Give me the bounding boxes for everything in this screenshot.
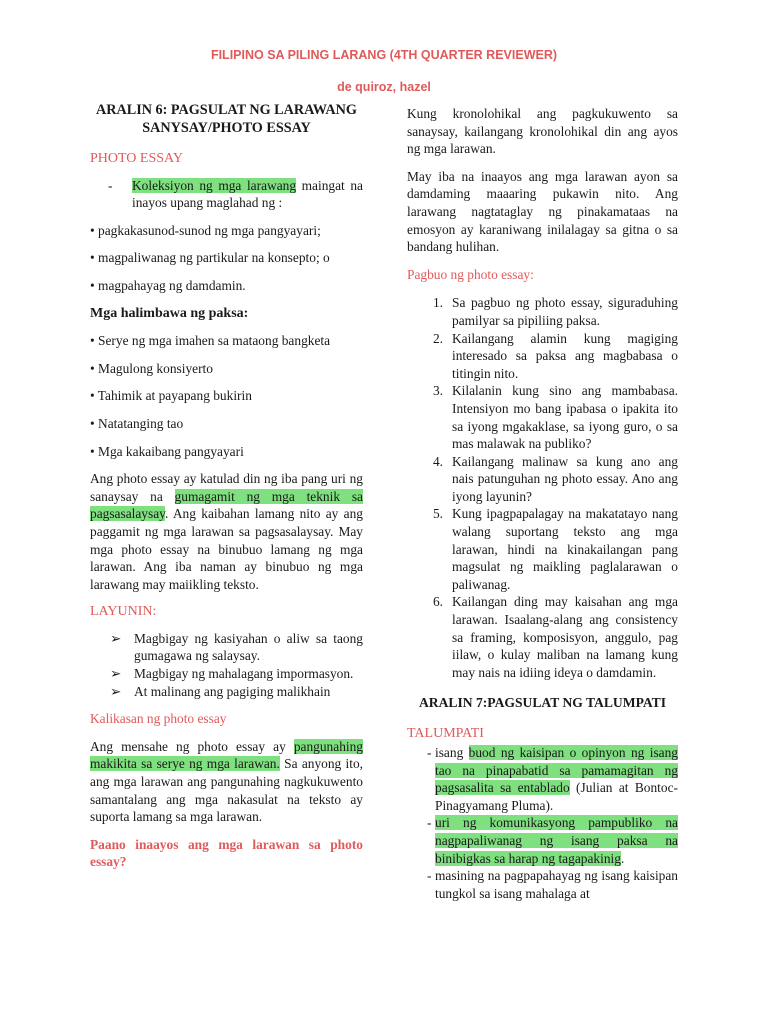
document-title: FILIPINO SA PILING LARANG (4TH QUARTER REVIEWER) [210, 48, 558, 62]
definition-rest: maingat na inayos upang maglahad ng : [132, 177, 364, 211]
layunin-item [90, 630, 363, 665]
photo-essay-paragraph [90, 470, 363, 593]
example-item: • Tahimik at payapang bukirin [90, 388, 252, 404]
item-text: Kailangang malinaw sa kung ano ang nais patunguhan ng photo essay. Ano ang iyong layunin? [452, 453, 678, 504]
paragraph-text: Ang photo essay ay katulad din ng iba pang uri ng sanaysay na [90, 471, 363, 504]
layunin-item [90, 665, 363, 683]
pagbuo-heading: Pagbuo ng photo essay: [407, 266, 534, 282]
left-column [90, 101, 363, 871]
paragraph-text: Ang mensahe ng photo essay ay [90, 738, 294, 754]
layunin-text: Magbigay ng mahalagang impormasyon. [134, 666, 354, 682]
layunin-item [90, 683, 363, 701]
talumpati-definition [407, 744, 678, 814]
example-item: • Serye ng mga imahen sa mataong bangketa [90, 333, 331, 349]
definition-text: masining na pagpapahayag ng isang kaisipan tungkol sa isang mahalaga at [435, 868, 678, 901]
definition-highlight: uri ng komunikasyong pampubliko na nagpapaliwanag ng isang paksa na binibigkas sa harap ng tagapakinig [435, 815, 678, 866]
item-number: 3. [432, 383, 443, 399]
definition-highlight: Koleksiyon ng mga larawang [132, 177, 297, 193]
example-item: • Natatanging tao [90, 415, 184, 431]
definition-text: isang [435, 745, 469, 760]
example-item: • Mga kakaibang pangyayari [90, 443, 244, 459]
aralin-6-title-line-2: SANYSAY/PHOTO ESSAY [142, 120, 311, 136]
paragraph-highlight: pangunahing makikita sa serye ng mga larawan. [90, 738, 363, 772]
example-item: • Magulong konsiyerto [90, 360, 213, 376]
item-number: 1. [432, 295, 443, 311]
purpose-bullet: • magpahayag ng damdamin. [90, 277, 246, 293]
layunin-heading: LAYUNIN: [90, 604, 157, 620]
definition-text: . [620, 850, 625, 866]
document-author: de quiroz, hazel [337, 80, 431, 94]
kalikasan-paragraph [90, 738, 363, 826]
pagbuo-item [407, 593, 678, 681]
talumpati-definition [407, 867, 678, 902]
arrow-marker: ➢ [110, 666, 122, 682]
dash-marker: - [427, 868, 432, 884]
pagbuo-item [407, 294, 678, 329]
photo-essay-heading: PHOTO ESSAY [90, 151, 183, 166]
item-number: 6. [432, 594, 443, 610]
aralin-6-title-line-1: ARALIN 6: PAGSULAT NG LARAWANG [96, 102, 357, 118]
right-column [407, 105, 678, 902]
paano-heading: Paano inaayos ang mga larawan sa photo essay? [90, 836, 363, 870]
pagbuo-item [407, 330, 678, 383]
pagbuo-item [407, 505, 678, 593]
dash-marker: - [427, 815, 432, 831]
definition-highlight: buod ng kaisipan o opinyon ng isang tao na pinapabatid sa pamamagitan ng pagsasalita sa entablado [435, 745, 678, 796]
item-text: Kilalanin kung sino ang mambabasa. Intensiyon mo bang ipabasa o ipakita ito sa iyong mgakaklase, sa iyong guro, o sa mas malawak na publiko? [452, 383, 678, 452]
item-text: Kailangang alamin kung magiging interesado sa paksa ang magbabasa o titingin nito. [452, 330, 678, 381]
arrow-marker: ➢ [110, 630, 122, 646]
pagbuo-item [407, 453, 678, 506]
talumpati-heading: TALUMPATI [407, 726, 484, 742]
layunin-text: Magbigay ng kasiyahan o aliw sa taong gumagawa ng salaysay. [134, 630, 363, 664]
layunin-text: At malinang ang pagiging malikhain [134, 683, 331, 699]
paragraph-highlight: gumagamit ng mga teknik sa pagsasalaysay [90, 488, 363, 522]
dash-marker: - [108, 177, 113, 193]
aralin-7-title: ARALIN 7:PAGSULAT NG TALUMPATI [418, 695, 667, 711]
aralin-6-title [90, 101, 363, 137]
pagbuo-item [407, 382, 678, 452]
item-text: Sa pagbuo ng photo essay, siguraduhing pamilyar sa pipiliing paksa. [452, 295, 678, 328]
item-text: Kung ipagpapalagay na makatatayo nang walang suportang teksto ang mga larawan, hindi na kinakailangan pang magsulat ng maikling paglalarawan o paliwanag. [452, 506, 678, 592]
item-number: 5. [432, 506, 443, 522]
kalikasan-heading: Kalikasan ng photo essay [90, 711, 227, 727]
examples-heading: Mga halimbawa ng paksa: [90, 305, 249, 321]
item-text: Kailangan ding may kaisahan ang mga larawan. Isaalang-alang ang consistency sa framing, komposisyon, anggulo, pag iilaw, o kulay maliban na lamang kung may nais na idiing ideya o damdamin. [452, 594, 678, 680]
dash-marker: - [427, 745, 432, 760]
paragraph-text: . Ang kaibahan lamang nito ay ang paggamit ng mga larawan sa pagsasalaysay. May mga photo essay na binubuo lamang ng mga larawan. Ang iba naman ay binubuo ng mga larawang may maiikling teksto. [90, 506, 363, 592]
kronolohikal-paragraph: Kung kronolohikal ang pagkukuwento sa sanaysay, kailangang kronolohikal din ang ayos ng mga larawan. [407, 106, 678, 157]
purpose-bullet: • pagkakasunod-sunod ng mga pangyayari; [90, 222, 321, 238]
paragraph-text: Sa anyong ito, ang mga larawan ang pangunahing nagkukuwento samantalang ang mga nakasulat na teksto ay suporta lamang sa mga larawan. [90, 756, 364, 825]
damdamin-paragraph: May iba na inaayos ang mga larawan ayon sa damdaming maaaring pukawin nito. Ang larawang nagtataglay ng pinakamataas na emosyon ay karaniwang inilalagay sa gitna o sa bandang hulihan. [407, 168, 678, 255]
purpose-bullet: • magpaliwanag ng partikular na konsepto; o [90, 250, 330, 266]
definition-text: (Julian at Bontoc-Pinagyamang Pluma). [435, 780, 678, 813]
talumpati-definition [407, 814, 678, 867]
item-number: 4. [432, 453, 443, 469]
photo-essay-definition [90, 177, 363, 212]
arrow-marker: ➢ [110, 683, 122, 699]
item-number: 2. [432, 330, 443, 346]
